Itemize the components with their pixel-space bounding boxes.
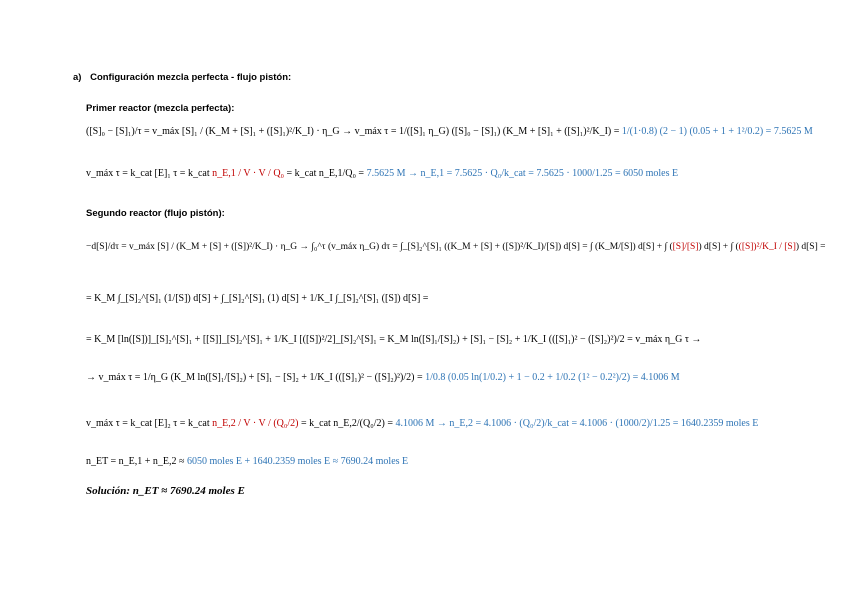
reactor2-equation-1	[86, 242, 826, 252]
reactor2-eq1-part3: ) d[S] =	[795, 242, 826, 252]
reactor1-eq2-part1: v_máx τ = k_cat [E]₁ τ = k_cat	[86, 168, 213, 179]
solution-line: Solución: n_ET ≈ 7690.24 moles E	[86, 485, 245, 497]
reactor2-equation-3: = K_M [ln([S])]_[S]₂^[S]₁ + [[S]]_[S]₂^[S]₁ + 1/K_I [([S])²/2]_[S]₂^[S]₁ = K_M ln([S]₁/[S]₂) + [S]₁ − [S]₂ + 1/K_I (([S]₁)² − ([S]₂)²)/2 = v_máx η_G τ →	[86, 334, 702, 345]
reactor1-heading: Primer reactor (mezcla perfecta):	[86, 103, 235, 114]
reactor1-eq2-result: 7.5625 M → n_E,1 = 7.5625 · Q₀/k_cat = 7.5625 · 1000/1.25 = 6050 moles E	[366, 168, 679, 179]
reactor1-eq1-result: 1/(1·0.8) (2 − 1) (0.05 + 1 + 1²/0.2) = 7.5625 M	[621, 126, 813, 137]
reactor2-eq5-result: 4.1006 M → n_E,2 = 4.1006 · (Q₀/2)/k_cat = 4.1006 · (1000/2)/1.25 = 1640.2359 moles E	[395, 418, 759, 429]
reactor2-eq4-derivation: → v_máx τ = 1/η_G (K_M ln([S]₁/[S]₂) + [S]₁ − [S]₂ + 1/K_I (([S]₁)² − ([S]₂)²)/2) =	[86, 372, 426, 383]
reactor1-equation-1	[86, 126, 813, 137]
reactor2-eq1-highlight-1: [S]/[S]	[672, 242, 699, 252]
reactor1-eq2-highlight: n_E,1 / V · V / Q₀	[212, 168, 285, 179]
reactor1-eq2-part2: = k_cat n_E,1/Q₀ =	[284, 168, 367, 179]
reactor2-equation-4	[86, 372, 680, 383]
section-title: Configuración mezcla perfecta - flujo pistón:	[90, 72, 292, 83]
total-eq-part1: n_ET = n_E,1 + n_E,2 ≈	[86, 456, 188, 467]
reactor2-eq1-highlight-2: ([S])²/K_I / [S]	[738, 242, 796, 252]
section-heading	[73, 72, 291, 83]
reactor2-equation-2: = K_M ∫_[S]₂^[S]₁ (1/[S]) d[S] + ∫_[S]₂^[S]₁ (1) d[S] + 1/K_I ∫_[S]₂^[S]₁ ([S]) d[S] =	[86, 293, 429, 304]
reactor2-eq4-result: 1/0.8 (0.05 ln(1/0.2) + 1 − 0.2 + 1/0.2 (1² − 0.2²)/2) = 4.1006 M	[425, 372, 680, 383]
reactor2-eq5-part1: v_máx τ = k_cat [E]₂ τ = k_cat	[86, 418, 213, 429]
reactor2-heading: Segundo reactor (flujo pistón):	[86, 208, 225, 219]
section-label: a)	[73, 72, 82, 83]
reactor1-eq1-derivation: ([S]₀ − [S]₁)/τ = v_máx [S]₁ / (K_M + [S]₁ + ([S]₁)²/K_I) · η_G → v_máx τ = 1/([S]₁ η_G) ([S]₀ − [S]₁) (K_M + [S]₁ + ([S]₁)²/K_I) =	[86, 126, 620, 137]
reactor2-equation-5	[86, 418, 758, 429]
reactor2-eq5-part2: = k_cat n_E,2/(Q₀/2) =	[298, 418, 396, 429]
reactor2-eq1-part1: −d[S]/dτ = v_máx [S] / (K_M + [S] + ([S])²/K_I) · η_G → ∫₀^τ (v_máx η_G) dτ = ∫_[S]₂^[S]₁ ((K_M + [S] + ([S])²/K_I)/[S]) d[S] = ∫ (K_M/[S]) d[S] + ∫ (	[86, 242, 673, 252]
reactor2-eq5-highlight: n_E,2 / V · V / (Q₀/2)	[212, 418, 299, 429]
reactor2-eq1-part2: ) d[S] + ∫ (	[698, 242, 739, 252]
total-eq-result: 6050 moles E + 1640.2359 moles E ≈ 7690.24 moles E	[187, 456, 409, 467]
reactor1-equation-2	[86, 168, 678, 179]
total-equation	[86, 456, 408, 467]
